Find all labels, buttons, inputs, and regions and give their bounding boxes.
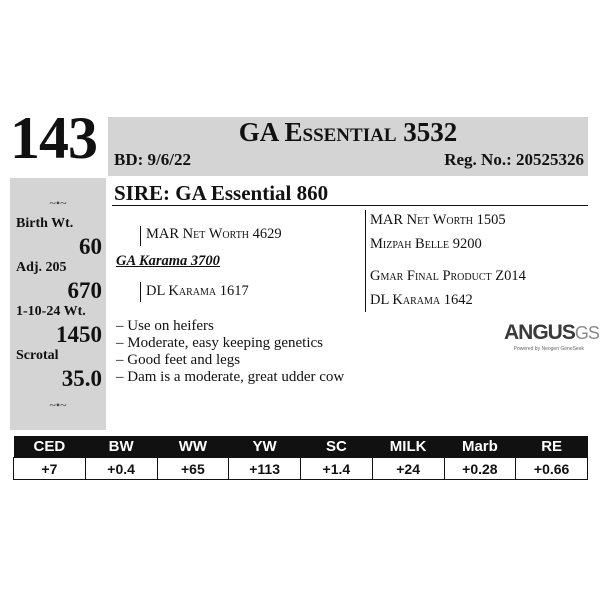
logo-tagline: Powered by Neogen GeneSeek bbox=[513, 346, 584, 352]
yearling-weight-value: 1450 bbox=[56, 322, 102, 347]
dam-dam-sire: Gmar Final Product Z014 bbox=[370, 268, 526, 284]
dam-name: GA Karama 3700 bbox=[116, 253, 220, 269]
description-item: – Use on heifers bbox=[116, 318, 344, 335]
birth-date: BD: 9/6/22 bbox=[114, 150, 191, 169]
adj-205-label: Adj. 205 bbox=[16, 260, 67, 275]
epd-value: +1.4 bbox=[301, 458, 373, 480]
angus-gs-logo bbox=[504, 321, 599, 360]
pedigree-column-divider bbox=[365, 210, 366, 312]
epd-table bbox=[13, 436, 588, 480]
epd-value: +0.4 bbox=[85, 458, 157, 480]
scrotal-value: 35.0 bbox=[61, 366, 102, 391]
epd-value: +0.28 bbox=[444, 458, 516, 480]
epd-header: BW bbox=[85, 436, 157, 458]
sire-dam: Mizpah Belle 9200 bbox=[370, 236, 482, 252]
ornament-bottom: ~•~ bbox=[49, 398, 67, 412]
epd-value: +24 bbox=[372, 458, 444, 480]
epd-header: WW bbox=[157, 436, 229, 458]
description-item: – Moderate, easy keeping genetics bbox=[116, 335, 344, 352]
sire-sire: MAR Net Worth 1505 bbox=[370, 212, 506, 228]
yearling-weight-label: 1-10-24 Wt. bbox=[16, 304, 86, 319]
epd-header-row bbox=[14, 436, 588, 458]
registration-number: Reg. No.: 20525326 bbox=[444, 150, 584, 169]
description-list bbox=[116, 318, 344, 386]
scrotal-label: Scrotal bbox=[16, 348, 59, 363]
pedigree-bracket-top bbox=[140, 226, 141, 246]
epd-header: RE bbox=[516, 436, 588, 458]
sire-name: SIRE: GA Essential 860 bbox=[114, 181, 329, 205]
pedigree-bracket-bottom bbox=[140, 282, 141, 302]
animal-name: GA Essential 3532 bbox=[238, 117, 458, 147]
epd-header: YW bbox=[229, 436, 301, 458]
description-item: – Good feet and legs bbox=[116, 352, 344, 369]
epd-header: SC bbox=[301, 436, 373, 458]
dam-sire: MAR Net Worth 4629 bbox=[146, 226, 282, 242]
dam-dam: DL Karama 1617 bbox=[146, 283, 249, 299]
pedigree-divider bbox=[112, 205, 588, 206]
epd-value-row bbox=[14, 458, 588, 480]
lot-number: 143 bbox=[10, 105, 97, 171]
epd-value: +113 bbox=[229, 458, 301, 480]
epd-value: +65 bbox=[157, 458, 229, 480]
description-item: – Dam is a moderate, great udder cow bbox=[116, 369, 344, 386]
logo-suffix: GS bbox=[574, 323, 599, 343]
adj-205-value: 670 bbox=[67, 278, 102, 303]
logo-text: ANGUS bbox=[504, 321, 575, 344]
ornament-top: ~•~ bbox=[49, 196, 67, 210]
epd-header: Marb bbox=[444, 436, 516, 458]
epd-value: +7 bbox=[14, 458, 86, 480]
birth-weight-label: Birth Wt. bbox=[16, 216, 74, 231]
epd-header: MILK bbox=[372, 436, 444, 458]
epd-header: CED bbox=[14, 436, 86, 458]
epd-value: +0.66 bbox=[516, 458, 588, 480]
birth-weight-value: 60 bbox=[79, 234, 102, 259]
dam-dam-dam: DL Karama 1642 bbox=[370, 292, 473, 308]
